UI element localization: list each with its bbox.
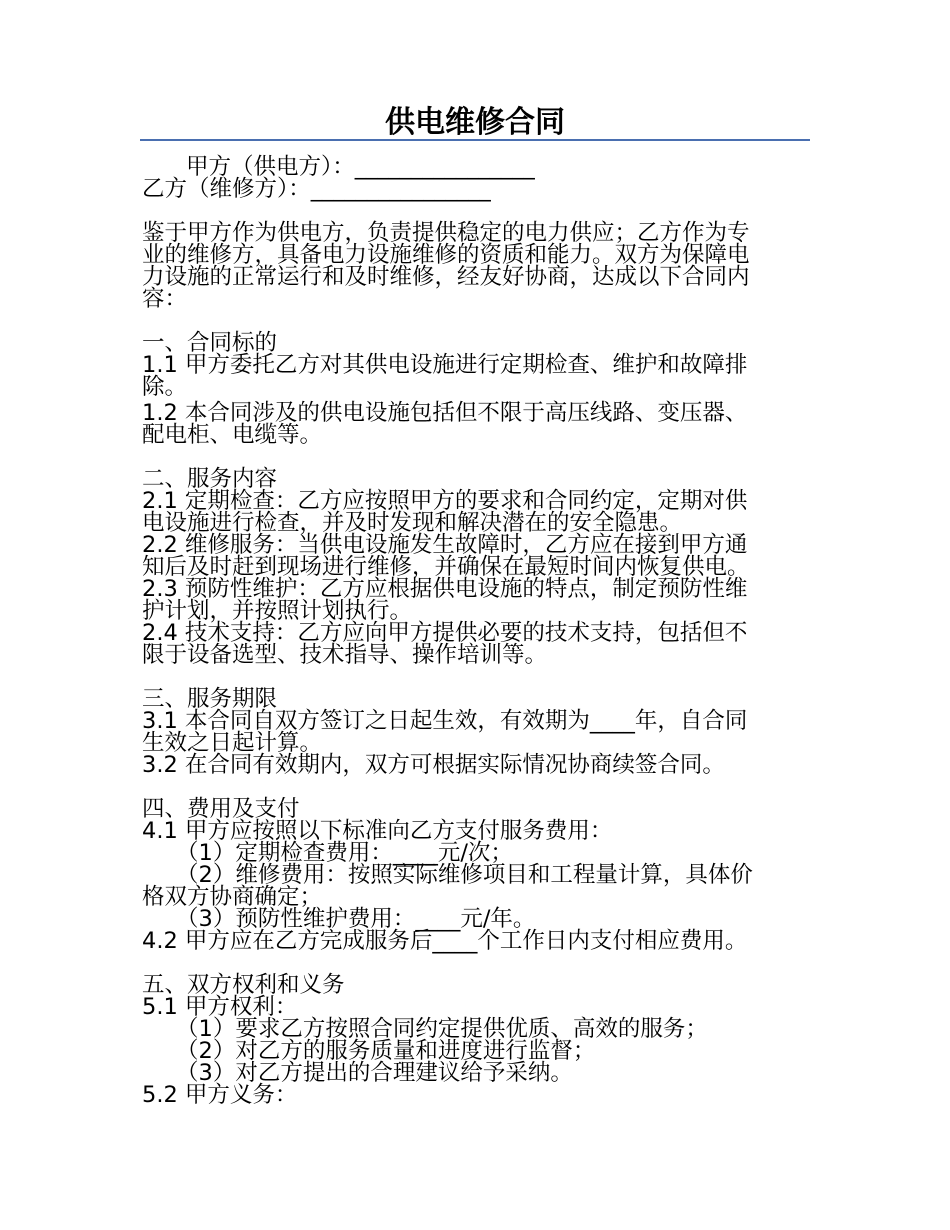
clause-5-1: 5.1 甲方权利： [142,994,298,1020]
clause-1-2: 1.2 本合同涉及的供电设施包括但不限于高压线路、变压器、 [142,400,748,426]
clause-4-1: 4.1 甲方应按照以下标准向乙方支付服务费用： [142,818,613,844]
preamble: 鉴于甲方作为供电方，负责提供稳定的电力供应；乙方作为专 业的维修方，具备电力设施维修的资质和能力。双方为保障电 力设施的正常运行和及时维修，经友好协商，达成以下合同内 容： [142,220,750,312]
clause-1-1: 1.1 甲方委托乙方对其供电设施进行定期检查、维护和故障排 [142,352,748,378]
document-title: 供电维修合同 [385,105,565,140]
clause-2-4: 2.4 技术支持：乙方应向甲方提供必要的技术支持，包括但不 [142,620,748,646]
clause-3-1: 3.1 本合同自双方签订之日起生效，有效期为____年，自合同 [142,708,748,734]
clause-5-2: 5.2 甲方义务： [142,1082,298,1108]
party-a-line: 甲方（供电方）：________________ [186,154,535,180]
party-b-line: 乙方（维修方）：________________ [142,176,491,202]
section-1-heading: 一、合同标的 [142,330,278,356]
right-item-3: （3）对乙方提出的合理建议给予采纳。 [176,1060,573,1086]
clause-3-2: 3.2 在合同有效期内，双方可根据实际情况协商续签合同。 [142,752,725,778]
clause-4-2: 4.2 甲方应在乙方完成服务后____个工作日内支付相应费用。 [142,928,748,954]
clause-2-2: 2.2 维修服务：当供电设施发生故障时，乙方应在接到甲方通 [142,532,748,558]
document-body: 甲方（供电方）：________________ 乙方（维修方）：________________ 鉴于甲方作为供电方，负责提供稳定的电力供应；乙方作为专 业的维修方，具备电力设施维修的资质和能力。双方为保障电 力设施的正常运行和及时维修，经友好协商，达成以下合同内 容： 一、合同标的 1.1 甲方委托乙方对其供电设施进行定期检查、维护和故障排 除。 1.2 本合同涉及的供电设施包括但不限于高压线路、变压器、 配电柜、电缆等。 二、服务内容 2.1 定期检查：乙方应按照甲方的要求和合同约定，定期对供 电设施进行检查，并及时发现和解决潜在的安全隐患。 2.2 维修服务：当供电设施发生故障时，乙方应在接到甲方通 知后及时赶到现场进行维修，并确保在最短时间内恢复供电。 2.3 预防性维护：乙方应根据供电设施的特点，制定预防性维 护计划，并按照计划执行。 2.4 技术支持：乙方应向甲方提供必要的技术支持，包括但不 限于设备选型、技术指导、操作培训等。 三、服务期限 3.1 本合同自双方签订之日起生效，有效期为____年，自合同 生效之日起计算。 3.2 在合同有效期内，双方可根据实际情况协商续签合同。 四、费用及支付 4.1 甲方应按照以下标准向乙方支付服务费用： （1）定期检查费用：____元/次； （2）维修费用：按照实际维修项目和工程量计算，具体价 格双方协商确定； （3）预防性维护费用：____元/年。 4.2 甲方应在乙方完成服务后____个工作日内支付相应费用。 五、双方权利和义务 5.1 甲方权利： （1）要求乙方按照合同约定提供优质、高效的服务； （2）对乙方的服务质量和进度进行监督； （3）对乙方提出的合理建议给予采纳。 5.2 甲方义务： [142,156,807,1106]
clause-2-1: 2.1 定期检查：乙方应按照甲方的要求和合同约定，定期对供 [142,488,748,514]
section-4-heading: 四、费用及支付 [142,796,300,822]
right-item-1: （1）要求乙方按照合同约定提供优质、高效的服务； [176,1016,708,1042]
fee-item-1: （1）定期检查费用：____元/次； [176,840,513,866]
section-3-heading: 三、服务期限 [142,686,278,712]
title-underline [140,139,810,141]
clause-2-3: 2.3 预防性维护：乙方应根据供电设施的特点，制定预防性维 [142,576,748,602]
section-2-heading: 二、服务内容 [142,466,278,492]
fee-item-3: （3）预防性维护费用：____元/年。 [176,906,536,932]
right-item-2: （2）对乙方的服务质量和进度进行监督； [176,1038,596,1064]
section-5-heading: 五、双方权利和义务 [142,972,345,998]
fee-item-2: （2）维修费用：按照实际维修项目和工程量计算，具体价 [176,862,753,888]
